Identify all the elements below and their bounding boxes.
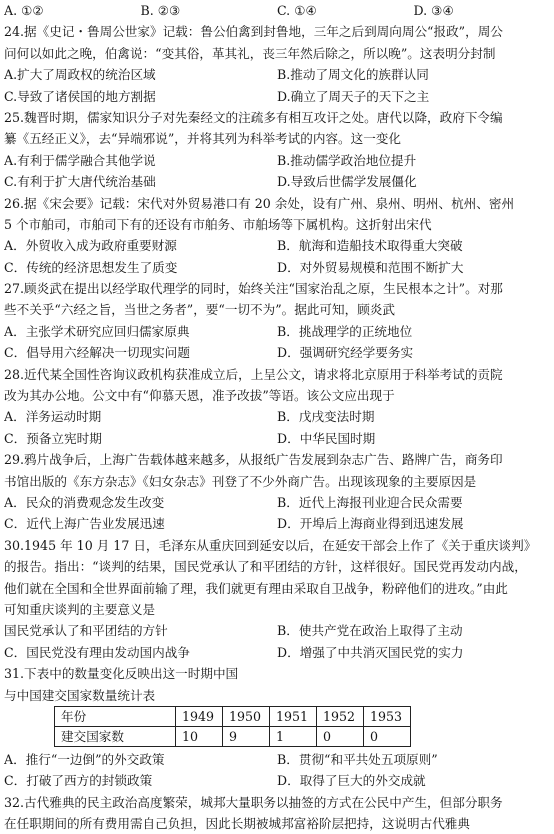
option-c[interactable]: C.导致了诸侯国的地方割据 [4,88,156,104]
table-cell: 1952 [317,706,364,726]
options-row [4,492,550,513]
options-row [4,86,550,107]
table-cell: 0 [364,726,411,746]
question-number: 25. [4,109,25,125]
table-cell: 年份 [55,706,176,726]
stem-line: 他们就在全国和全世界面前输了理，我们就更有理由采取自卫战争，粉碎他们的进攻。”由此 [4,580,508,596]
question-24 [4,21,550,107]
question-26 [4,193,550,279]
question-number: 24. [4,24,25,40]
option-a[interactable]: A．洋务运动时期 [4,409,102,425]
stem-line: 在任职期间的所有费用需自己负担，因此长期被城邦富裕阶层把持，这说明古代雅典 [4,816,470,832]
stem-line: 据《史记・鲁周公世家》记载：鲁公伯禽到封鲁地，三年之后到周向周公“报政”，周公 [24,24,503,40]
stem-line: 鸦片战争后，上海广告载体越来越多，从报纸广告发展到杂志广告、路牌广告，商务印 [24,452,503,468]
option-b[interactable]: B．近代上海报刊业迎合民众需要 [277,494,463,510]
option-c[interactable]: C．传统的经济思想发生了质变 [4,259,178,275]
stem-line: 改为其办公地。公文中有“仰慕天恩，准予改拔”等语。该公文应出现于 [4,388,395,404]
table-cell: 1949 [176,706,223,726]
option-b[interactable]: B．挑战理学的正统地位 [277,323,413,339]
options-row [4,770,550,791]
options-row [4,428,550,449]
stem-line: 近代某全国性咨询议政机构获准成立后，上呈公文，请求将北京原用于科举考试的贡院 [24,366,503,382]
option-b[interactable]: B．航海和造船技术取得重大突破 [277,238,463,254]
stem-line: 下表中的数量变化反映出这一时期中国 [24,666,239,682]
question-number: 27. [4,281,25,297]
options-row [4,642,550,663]
option-d[interactable]: D．中华民国时期 [277,430,376,446]
table-header-row [55,706,411,726]
q23-options [4,0,550,21]
option-d[interactable]: D.确立了周天子的天下之主 [277,88,430,104]
stem-line: 的报告。指出：“谈判的结果，国民党承认了和平团结的方针，这样很好。国民党再发动内战， [4,559,527,575]
option-a[interactable]: A. ①② [4,3,44,18]
question-stem [4,107,550,128]
option-b[interactable]: B．戊戌变法时期 [277,409,375,425]
option-d[interactable]: D.导致后世儒学发展僵化 [277,174,417,190]
table-cell: 0 [317,726,364,746]
table-cell: 1953 [364,706,411,726]
option-c[interactable]: C．预备立宪时期 [4,430,102,446]
table-cell: 1951 [270,706,317,726]
question-29 [4,449,550,535]
table-cell: 10 [176,726,223,746]
question-stem [4,449,550,470]
question-25 [4,107,550,193]
stem-line: 书馆出版的《东方杂志》《妇女杂志》刊登了不少外商广告。出现该现象的主要原因是 [4,473,477,489]
diplomatic-relations-table [54,706,411,747]
options-row [4,64,550,85]
question-number: 30. [4,537,25,553]
option-d[interactable]: D．开埠后上海商业得到迅速发展 [277,516,464,532]
option-d[interactable]: D．对外贸易规模和范围不断扩大 [277,259,464,275]
question-stem [4,535,550,556]
option-a[interactable]: A．推行“一边倒”的外交政策 [4,751,165,767]
question-stem [4,663,550,684]
options-row [4,171,550,192]
stem-line: 纂《五经正义》，去“异端邪说”，并将其列为科举考试的内容。这一变化 [4,131,401,147]
option-a[interactable]: A.有利于儒学融合其他学说 [4,152,156,168]
option-a[interactable]: A．外贸收入成为政府重要财源 [4,238,177,254]
options-row [4,321,550,342]
options-row [4,235,550,256]
option-b[interactable]: B.推动了周文化的族群认同 [277,67,429,83]
option-b[interactable]: B. ②③ [140,3,181,18]
question-number: 31. [4,666,25,682]
table-cell: 9 [223,726,270,746]
table-row [55,726,411,746]
question-stem [4,364,550,385]
option-b[interactable]: B．使共产党在政治上取得了主动 [277,623,463,639]
question-number: 28. [4,366,25,382]
question-stem [4,792,550,813]
option-d[interactable]: D．强调研究经学要务实 [277,345,414,361]
option-b[interactable]: B．贯彻“和平共处五项原则” [277,751,438,767]
question-number: 32. [4,794,25,810]
stem-line: 问何以如此之晚，伯禽说：“变其俗，革其礼，丧三年然后除之，所以晚”。这表明分封制 [4,45,496,61]
option-c[interactable]: C．打破了西方的封锁政策 [4,773,153,789]
question-27 [4,278,550,364]
question-stem [4,278,550,299]
options-row [4,749,550,770]
table-cell: 建交国家数 [55,726,176,746]
options-row [4,150,550,171]
stem-line: 1945 年 10 月 17 日，毛泽东从重庆回到延安以后，在延安干部会上作了《关于重庆谈判》 [24,537,537,553]
question-31 [4,663,550,792]
options-row [4,342,550,363]
stem-line: 顾炎武在提出以经学取代理学的同时，始终关注“国家治乱之原，生民根本之计”。对那 [24,281,503,297]
question-32 [4,792,550,834]
options-row [4,406,550,427]
option-d[interactable]: D．增强了中共消灭国民党的实力 [277,644,464,660]
option-c[interactable]: C．近代上海广告业发展迅速 [4,516,165,532]
stem-line: 古代雅典的民主政治高度繁荣，城邦大量职务以抽签的方式在公民中产生，但部分职务 [24,794,503,810]
question-30 [4,535,550,663]
option-a[interactable]: A．主张学术研究应回归儒家原典 [4,323,190,339]
stem-line: 魏晋时期，儒家知识分子对先秦经文的注疏多有相互攻讦之处。唐代以降，政府下令编 [24,109,503,125]
option-a[interactable]: A．民众的消费观念发生改变 [4,494,165,510]
option-a[interactable]: 国民党承认了和平团结的方针 [4,623,168,639]
table-cell: 1 [270,726,317,746]
option-d[interactable]: D. ③④ [413,3,454,18]
table-caption: 与中国建交国家数量统计表 [4,687,156,703]
question-number: 29. [4,452,25,468]
stem-line: 5 个市舶司，市舶司下有的还设有市舶务、市舶场等下属机构。这折射出宋代 [4,216,432,232]
option-a[interactable]: A.扩大了周政权的统治区域 [4,67,156,83]
option-c[interactable]: C．国民党没有理由发动国内战争 [4,644,190,660]
option-c[interactable]: C. ①④ [277,3,317,18]
option-c[interactable]: C．倡导用六经解决一切现实问题 [4,345,190,361]
stem-line: 据《宋会要》记载：宋代对外贸易港口有 20 余处，设有广州、泉州、明州、杭州、密州 [24,195,515,211]
options-row [4,513,550,534]
options-row [4,257,550,278]
table-cell: 1950 [223,706,270,726]
question-stem [4,193,550,214]
question-28 [4,364,550,450]
option-d[interactable]: D．取得了巨大的外交成就 [277,773,426,789]
question-stem [4,21,550,42]
options-row [4,620,550,641]
stem-line: 些不关乎“六经之旨，当世之务者”，要“一切不为”。据此可知，顾炎武 [4,302,395,318]
stem-line: 可知重庆谈判的主要意义是 [4,601,156,617]
question-number: 26. [4,195,25,211]
option-c[interactable]: C.有利于扩大唐代统治基础 [4,174,156,190]
option-b[interactable]: B.推动儒学政治地位提升 [277,152,417,168]
